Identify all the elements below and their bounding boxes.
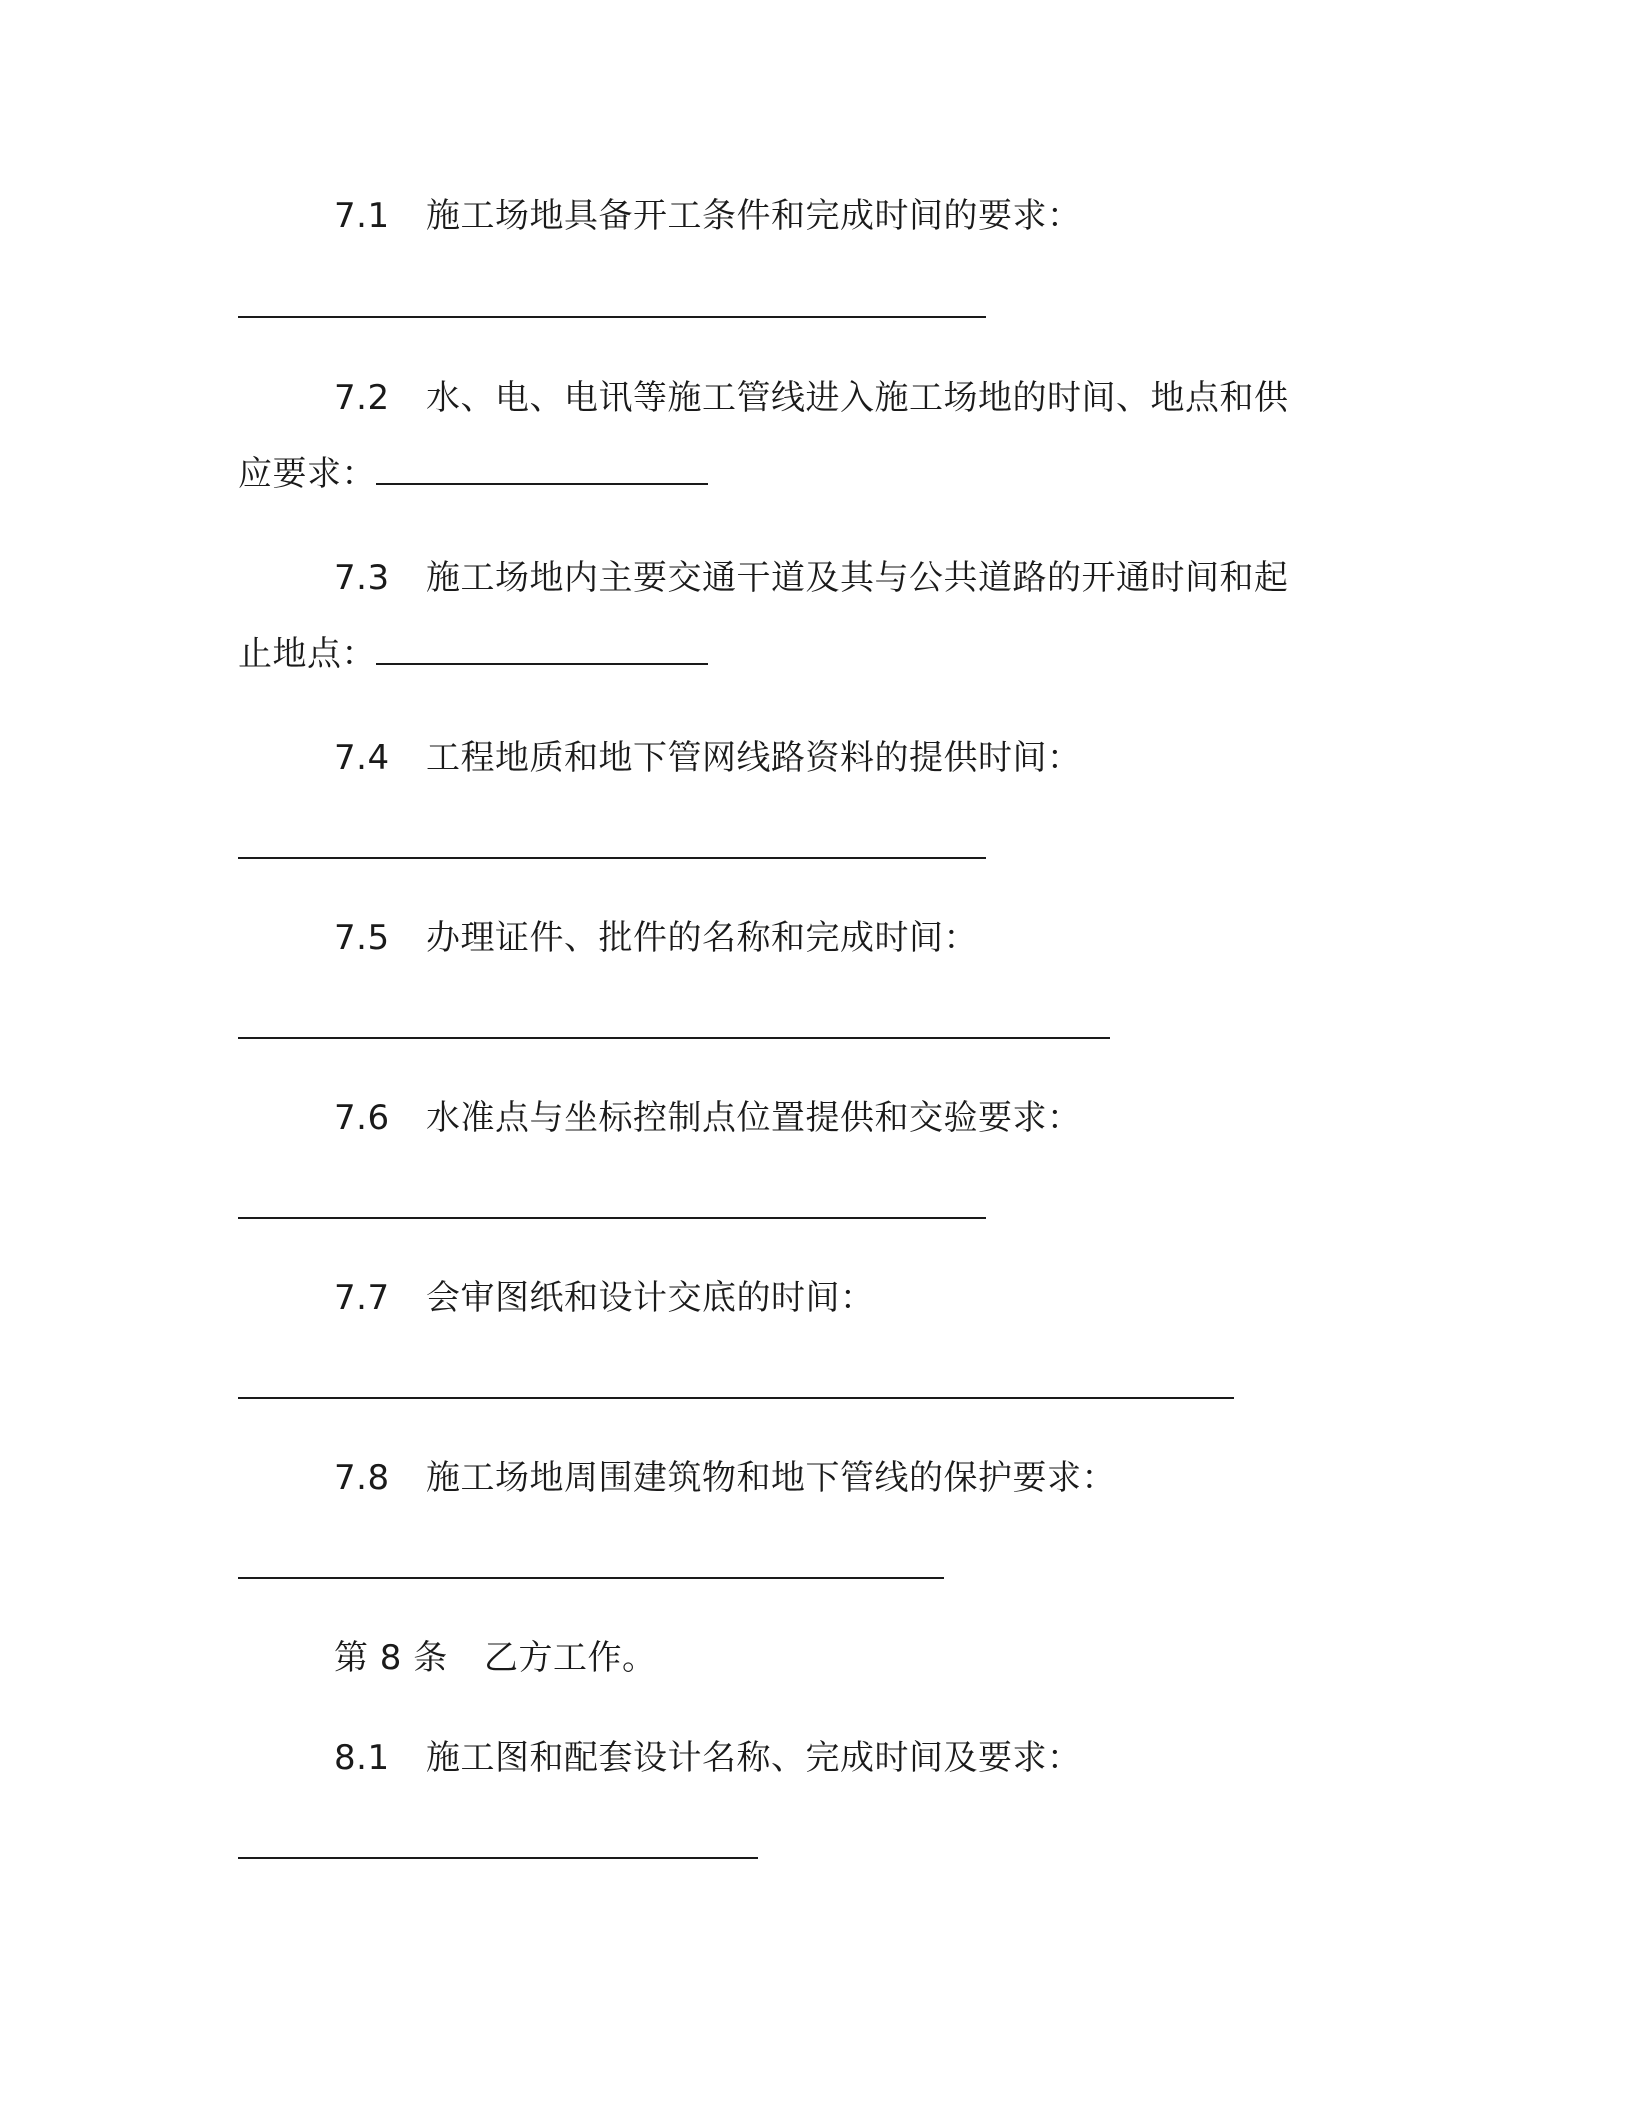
clause-text-continued: 应要求： <box>238 454 376 494</box>
clause-text: 办理证件、批件的名称和完成时间： <box>426 918 978 958</box>
clause-text: 施工场地周围建筑物和地下管线的保护要求： <box>426 1458 1116 1498</box>
clause-8-1 <box>334 1734 1082 1782</box>
clause-number: 7.3 <box>334 558 390 598</box>
fill-in-blank-7-7[interactable] <box>238 1397 1234 1399</box>
clause-text: 会审图纸和设计交底的时间： <box>426 1278 875 1318</box>
clause-7-3-continuation <box>238 630 708 678</box>
clause-number: 8.1 <box>334 1738 390 1778</box>
clause-7-6 <box>334 1094 1082 1142</box>
clause-7-2 <box>334 374 1289 422</box>
clause-number: 7.4 <box>334 738 390 778</box>
article-number: 第 8 条 <box>334 1638 448 1678</box>
clause-text: 施工场地内主要交通干道及其与公共道路的开通时间和起 <box>426 558 1289 598</box>
fill-in-blank-7-8[interactable] <box>238 1577 944 1579</box>
clause-7-1 <box>334 192 1082 240</box>
clause-7-8 <box>334 1454 1116 1502</box>
clause-text: 水准点与坐标控制点位置提供和交验要求： <box>426 1098 1082 1138</box>
clause-7-3 <box>334 554 1289 602</box>
clause-number: 7.1 <box>334 196 390 236</box>
fill-in-blank-7-3[interactable] <box>376 635 708 665</box>
clause-number: 7.2 <box>334 378 390 418</box>
fill-in-blank-7-4[interactable] <box>238 857 986 859</box>
clause-number: 7.5 <box>334 918 390 958</box>
article-8-heading <box>334 1634 657 1682</box>
clause-text: 工程地质和地下管网线路资料的提供时间： <box>426 738 1082 778</box>
article-title: 乙方工作。 <box>484 1638 657 1678</box>
clause-number: 7.8 <box>334 1458 390 1498</box>
clause-number: 7.6 <box>334 1098 390 1138</box>
fill-in-blank-7-6[interactable] <box>238 1217 986 1219</box>
clause-7-5 <box>334 914 978 962</box>
clause-text: 水、电、电讯等施工管线进入施工场地的时间、地点和供 <box>426 378 1289 418</box>
fill-in-blank-7-2[interactable] <box>376 455 708 485</box>
clause-number: 7.7 <box>334 1278 390 1318</box>
clause-text-continued: 止地点： <box>238 634 376 674</box>
fill-in-blank-8-1[interactable] <box>238 1857 758 1859</box>
clause-text: 施工图和配套设计名称、完成时间及要求： <box>426 1738 1082 1778</box>
fill-in-blank-7-1[interactable] <box>238 316 986 318</box>
clause-text: 施工场地具备开工条件和完成时间的要求： <box>426 196 1082 236</box>
clause-7-2-continuation <box>238 450 708 498</box>
fill-in-blank-7-5[interactable] <box>238 1037 1110 1039</box>
clause-7-4 <box>334 734 1082 782</box>
clause-7-7 <box>334 1274 875 1322</box>
